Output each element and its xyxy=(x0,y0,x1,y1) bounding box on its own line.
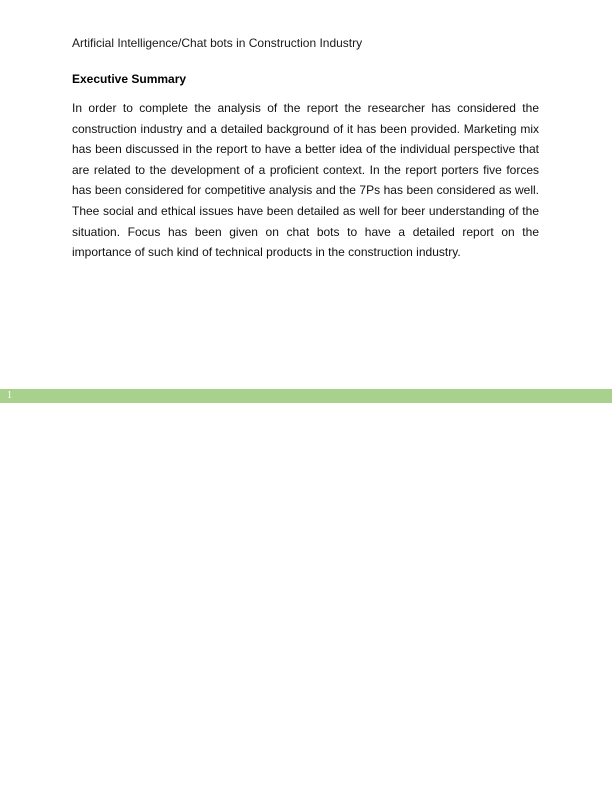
footer-band xyxy=(0,389,612,403)
page-number: 1 xyxy=(7,390,12,401)
summary-paragraph: In order to complete the analysis of the report the researcher has considered the construction industry and a detailed background of it has been provided. Marketing mix has been discussed in the report to have a better idea of the individual perspective that are related to the development of a proficient context. In the report porters five forces has been considered for competitive analysis and the 7Ps has been considered as well. Thee social and ethical issues have been detailed as well for beer understanding of the situation. Focus has been given on chat bots to have a detailed report on the importance of such kind of technical products in the construction industry. xyxy=(72,101,539,260)
section-heading: Executive Summary xyxy=(72,72,187,86)
running-header: Artificial Intelligence/Chat bots in Construction Industry xyxy=(72,36,363,50)
